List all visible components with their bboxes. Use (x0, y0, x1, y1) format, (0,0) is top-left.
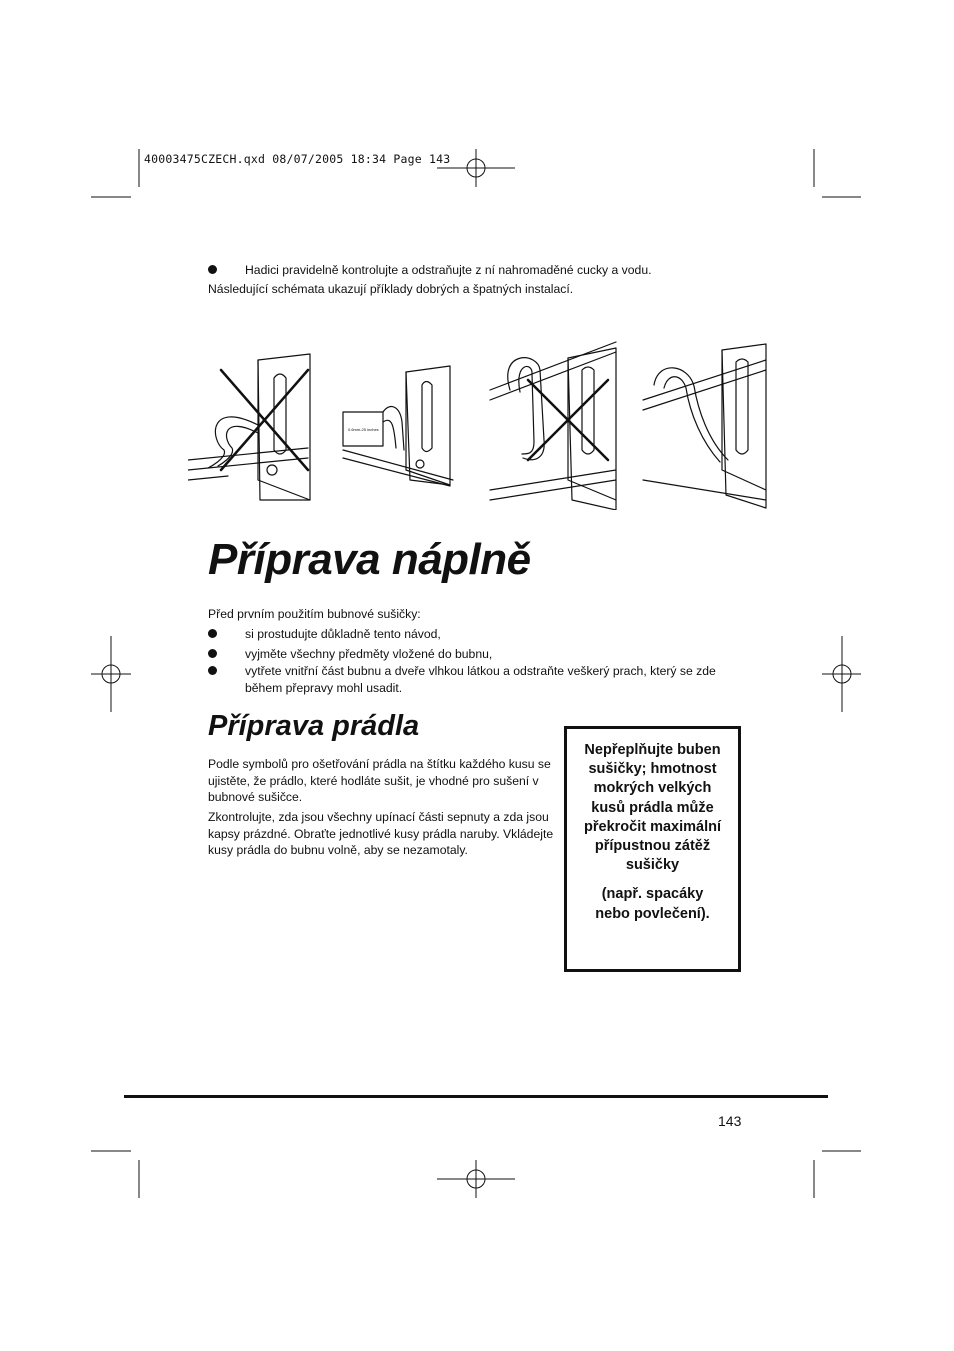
illustration-hose-too-low (188, 354, 310, 500)
bullet-icon (208, 649, 217, 658)
intro-line: Následující schémata ukazují příklady dobrých a špatných instalací. (208, 282, 574, 296)
warning-example-text: (např. spacáky nebo povlečení). (595, 886, 710, 922)
page-number: 143 (718, 1113, 742, 1129)
bullet-icon (208, 629, 217, 638)
overload-warning-box (564, 726, 741, 972)
installation-illustrations (188, 330, 778, 510)
illustration-hose-looped (490, 342, 616, 510)
print-slug: 40003475CZECH.qxd 08/07/2005 18:34 Page 143 (144, 152, 451, 166)
bullet-icon (208, 666, 217, 675)
section-title-loading-prep: Příprava náplně (208, 535, 531, 584)
warning-main-text: Nepřeplňujte buben sušičky; hmotnost mokrých velkých kusů prádla může překročit maximální přípustnou zátěž sušičky (584, 742, 721, 874)
footer-rule (124, 1095, 828, 1098)
bullet-icon (208, 265, 217, 274)
section2-paragraph-1: Podle symbolů pro ošetřování prádla na štítku každého kusu se ujistěte, že prádlo, které hodláte sušit, je vhodné pro sušení v bubnové sušičce. (208, 757, 551, 804)
section1-lead: Před prvním použitím bubnové sušičky: (208, 607, 421, 621)
section-title-laundry-prep: Příprava prádla (208, 710, 420, 742)
illustration-hose-over-rim (643, 344, 766, 508)
illustration-hose-correct-height (343, 366, 453, 486)
section2-paragraph-2: Zkontrolujte, zda jsou všechny upínací části sepnuty a zda jsou kapsy prázdné. Obraťte jednotlivé kusy prádla naruby. Vkládejte kusy prádla do bubnu volně, aby se nezamotaly. (208, 810, 554, 857)
hose-height-label: 0.6mm-25 inches (348, 427, 379, 432)
